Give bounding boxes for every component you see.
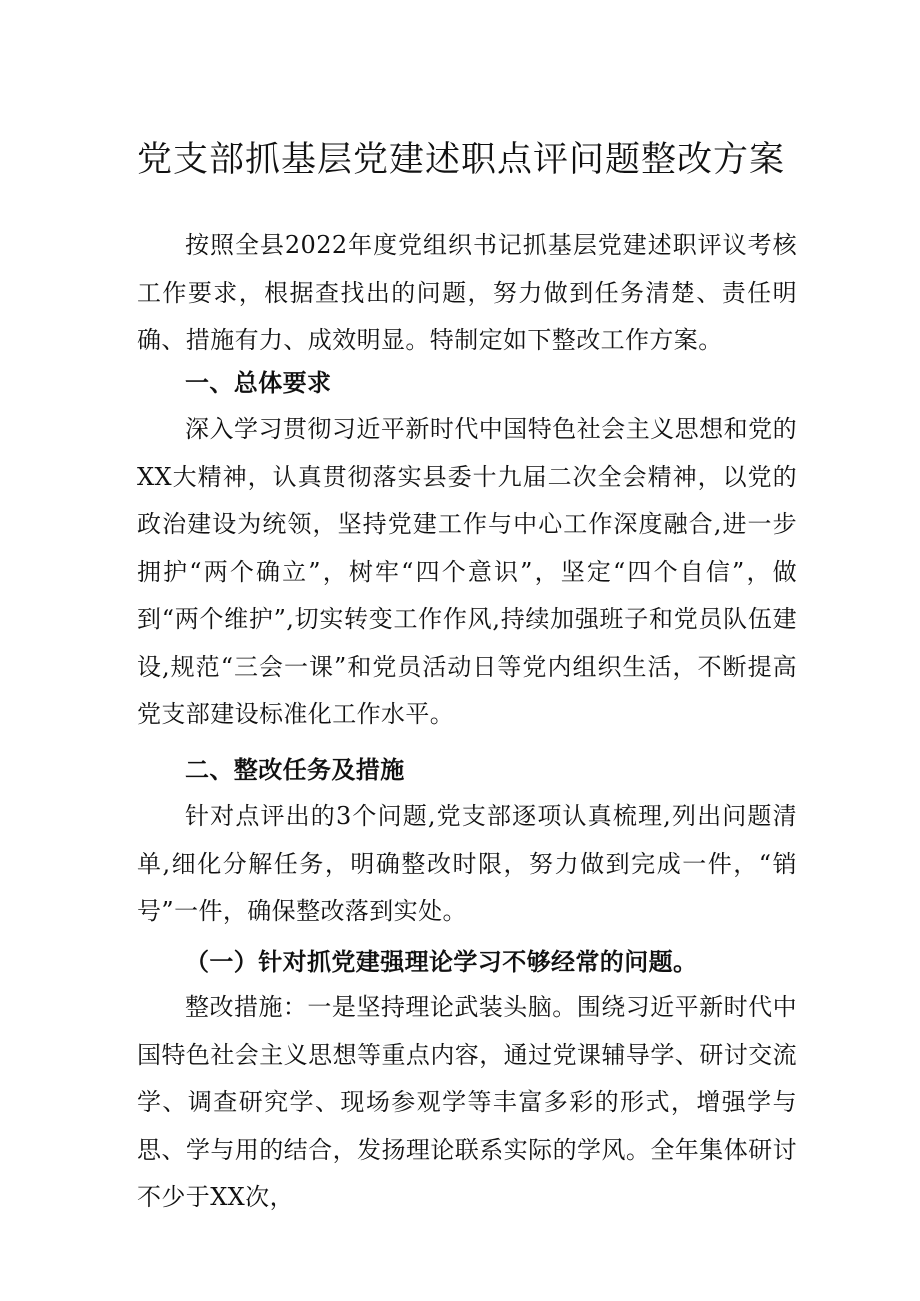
subheading-theory-study-issue: （一）针对抓党建强理论学习不够经常的问题。 <box>185 947 698 976</box>
theory-study-measures-paragraph: 整改措施：一是坚持理论武装头脑。围绕习近平新时代中国特色社会主义思想等重点内容，通过党课辅导学、研讨交流学、调查研究学、现场参观学等丰富多彩的形式，增强学与思、学与用的结合，发扬理论联系实际的学风。全年集体研讨不少于XX次， <box>137 993 797 1211</box>
section-heading-overall-requirements: 一、总体要求 <box>185 368 332 397</box>
document-title: 党支部抓基层党建述职点评问题整改方案 <box>137 140 786 180</box>
intro-paragraph: 按照全县2022年度党组织书记抓基层党建述职评议考核工作要求，根据查找出的问题，努力做到任务清楚、责任明确、措施有力、成效明显。特制定如下整改工作方案。 <box>137 231 797 354</box>
overall-requirements-paragraph: 深入学习贯彻习近平新时代中国特色社会主义思想和党的XX大精神，认真贯彻落实县委十九届二次全会精神，以党的政治建设为统领，坚持党建工作与中心工作深度融合,进一步拥护“两个确立”，树牢“四个意识”，坚定“四个自信”，做到“两个维护”,切实转变工作作风,持续加强班子和党员队伍建设,规范“三会一课”和党员活动日等党内组织生活，不断提高党支部建设标准化工作水平。 <box>137 415 797 728</box>
section-heading-tasks-and-measures: 二、整改任务及措施 <box>185 755 405 784</box>
tasks-and-measures-paragraph: 针对点评出的3个问题,党支部逐项认真梳理,列出问题清单,细化分解任务，明确整改时限，努力做到完成一件，“销号”一件，确保整改落到实处。 <box>137 802 797 925</box>
